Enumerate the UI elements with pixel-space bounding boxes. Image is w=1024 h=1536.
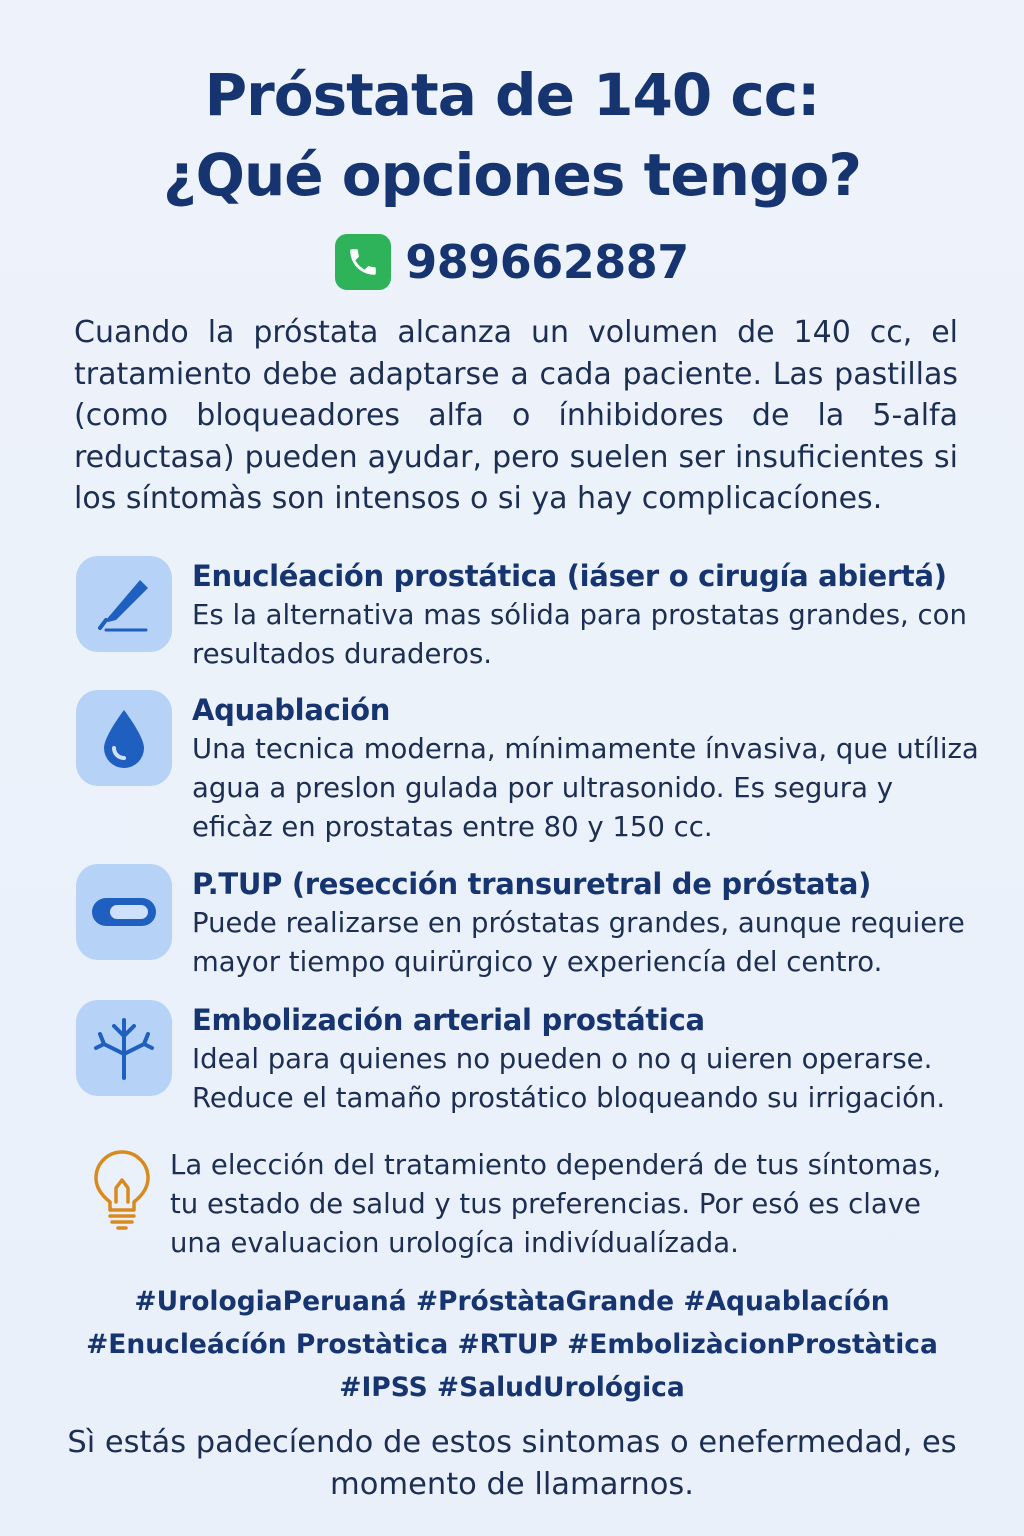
hashtags: #UrologiaPeruaná #PróstàtaGrande #Aquablacíón #Enucleácíón Prostàtica #RTUP #EmbolizàcionProstàtica #IPSS #SaludUrológica [86,1286,938,1403]
artery-branch-icon [76,1000,172,1096]
option-title: Embolización arterial prostática [192,1003,705,1037]
phone-number[interactable]: 989662887 [405,235,689,289]
option-title: Enucléación prostática (iáser o cirugía abiertá) [192,559,947,593]
whatsapp-phone-icon [335,234,391,290]
option-title: Aquablación [192,693,391,727]
water-drop-icon [76,690,172,786]
page-title-line2: ¿Qué opciones tengo? [163,141,861,209]
option-description: Ideal para quienes no pueden o no q uieren operarse. Reduce el tamaño prostático bloqueando su irrigación. [192,1043,946,1114]
intro-paragraph: Cuando la próstata alcanza un volumen de 140 cc, el tratamiento debe adaptarse a cada paciente. Las pastillas (como bloqueadores alfa o ínhibidores de la 5-alfa reductasa) pueden ayudar, pero suelen ser insuficientes si los síntomàs son intensos o si ya hay complicacíones. [74,315,958,516]
option-description: Una tecnica moderna, mínimamente ínvasiva, que utíliza agua a preslon gulada por ultrasonido. Es segura y eficàz en prostatas entre 80 y 150 cc. [192,733,979,843]
phone-contact[interactable] [0,234,1024,290]
scalpel-icon [76,556,172,652]
resectoscope-icon [76,864,172,960]
page-title-line1: Próstata de 140 cc: [204,61,820,129]
option-description: Es la alternativa mas sólida para prostatas grandes, con resultados duraderos. [192,599,967,670]
tip-text: La elección del tratamiento dependerá de tus síntomas, tu estado de salud y tus preferencias. Por esó es clave una evaluacion urologíca indivídualízada. [170,1149,942,1259]
lightbulb-icon [90,1150,154,1232]
option-description: Puede realizarse en próstatas grandes, aunque requiere mayor tiempo quirürgico y experiencía del centro. [192,907,965,978]
call-to-action: Sì estás padecíendo de estos sintomas o enefermedad, es momento de llamarnos. [67,1425,957,1502]
option-title: P.TUP (resección transuretral de próstata) [192,867,872,901]
